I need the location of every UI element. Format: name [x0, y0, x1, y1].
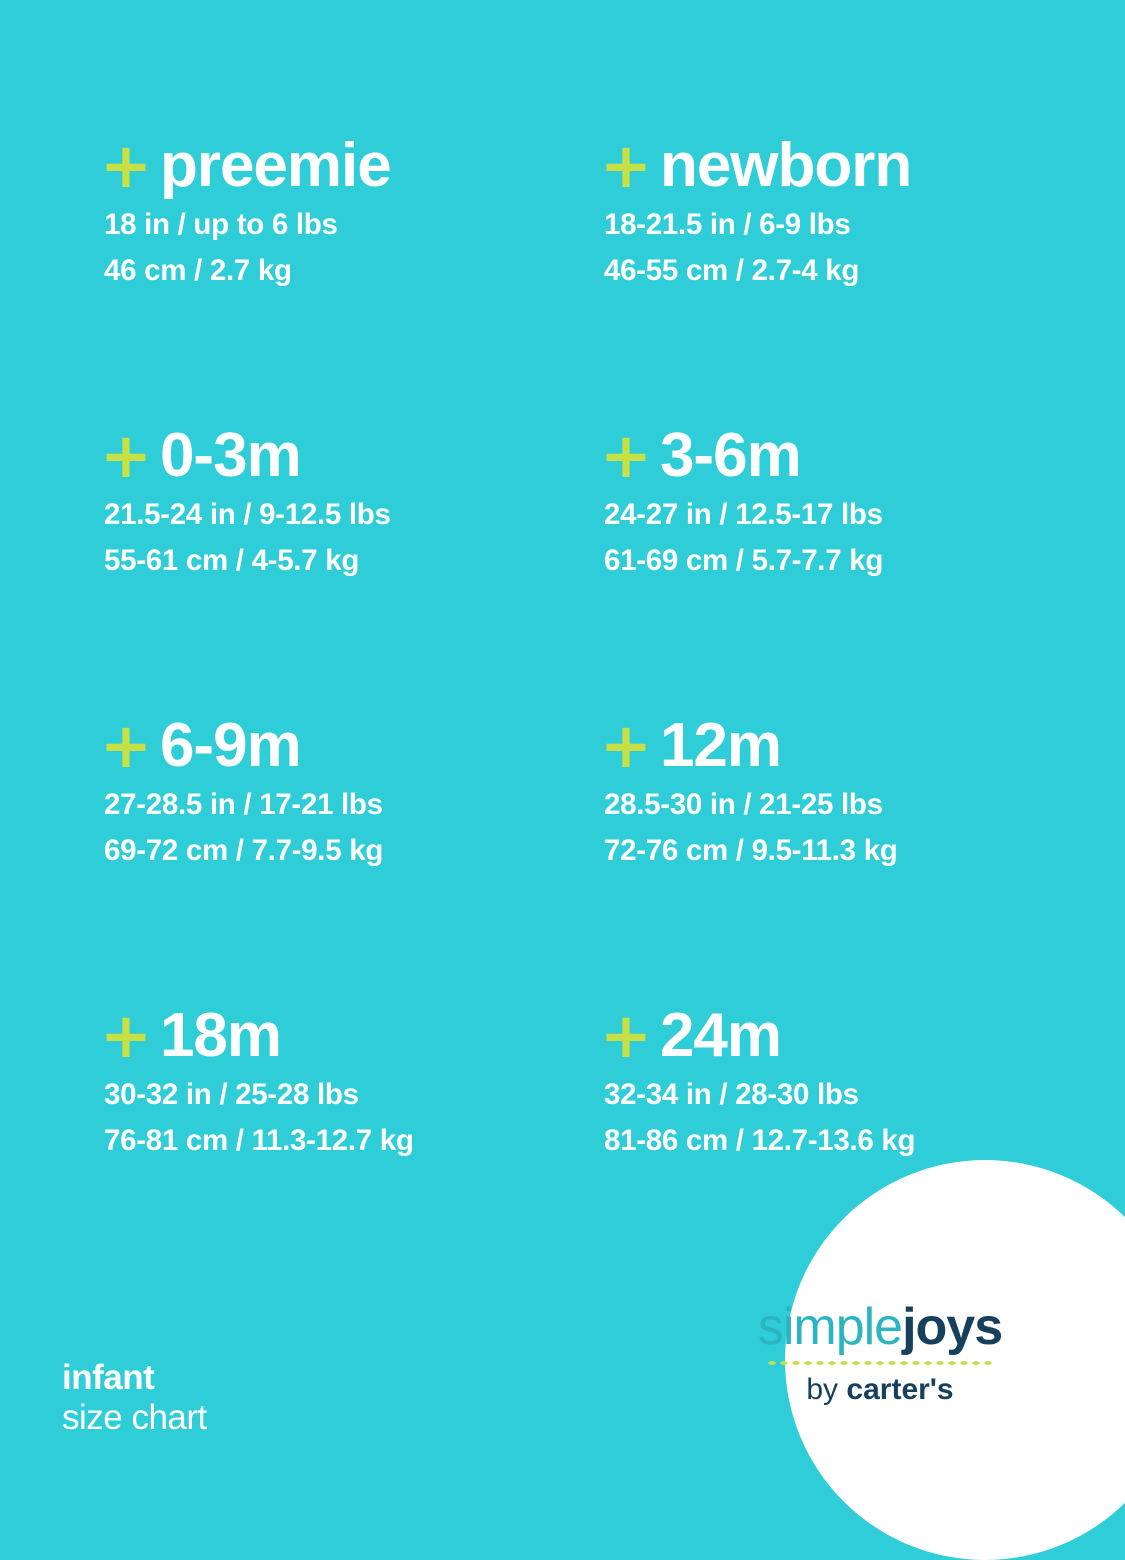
size-imperial: 18 in / up to 6 lbs: [104, 208, 338, 241]
size-label: 18m: [159, 1001, 282, 1070]
size-metric: 55-61 cm / 4-5.7 kg: [104, 543, 360, 577]
size-cell-3-6m: [545, 420, 1090, 710]
size-cell-preemie: [0, 130, 545, 420]
size-imperial: 21.5-24 in / 9-12.5 lbs: [104, 498, 391, 531]
dotted-rule: [766, 1360, 994, 1366]
plus-icon: +: [100, 129, 150, 202]
size-metric: 46-55 cm / 2.7-4 kg: [604, 253, 860, 287]
chart-title: [62, 1358, 207, 1439]
size-metric: 69-72 cm / 7.7-9.5 kg: [104, 833, 384, 867]
size-metric: 61-69 cm / 5.7-7.7 kg: [604, 543, 884, 577]
brand-logo-sub: [730, 1375, 1030, 1405]
plus-icon: +: [600, 709, 650, 782]
size-metric: 46 cm / 2.7 kg: [104, 253, 292, 287]
size-imperial: 27-28.5 in / 17-21 lbs: [104, 788, 383, 821]
size-metric: 72-76 cm / 9.5-11.3 kg: [604, 833, 898, 867]
size-cell-newborn: [545, 130, 1090, 420]
chart-title-secondary: size chart: [62, 1397, 207, 1437]
size-cell-12m: [545, 710, 1090, 1000]
size-imperial: 30-32 in / 25-28 lbs: [104, 1078, 359, 1111]
size-cell-0-3m: [0, 420, 545, 710]
size-imperial: 32-34 in / 28-30 lbs: [604, 1078, 859, 1111]
size-label: 12m: [659, 711, 782, 780]
size-heading: [600, 420, 1090, 492]
size-imperial: 18-21.5 in / 6-9 lbs: [604, 208, 851, 241]
size-imperial: 24-27 in / 12.5-17 lbs: [604, 498, 883, 531]
brand-logo-main: [730, 1298, 1030, 1356]
plus-icon: +: [600, 129, 650, 202]
size-heading: [100, 710, 545, 782]
size-heading: [100, 1000, 545, 1072]
chart-title-primary: infant: [62, 1357, 155, 1397]
size-heading: [100, 130, 545, 202]
plus-icon: +: [100, 999, 150, 1072]
size-metric: 76-81 cm / 11.3-12.7 kg: [104, 1123, 414, 1157]
size-label: preemie: [159, 131, 391, 200]
size-label: 3-6m: [659, 421, 801, 490]
plus-icon: +: [100, 419, 150, 492]
brand-word-joys: joys: [902, 1298, 1003, 1356]
brand-name-carters: carter's: [846, 1373, 954, 1406]
size-heading: [600, 1000, 1090, 1072]
size-label: 24m: [659, 1001, 782, 1070]
size-label: 0-3m: [159, 421, 301, 490]
plus-icon: +: [600, 419, 650, 492]
brand-logo: [730, 1298, 1030, 1406]
brand-by-label: by: [806, 1373, 847, 1406]
size-heading: [600, 130, 1090, 202]
size-cell-6-9m: [0, 710, 545, 1000]
size-grid: [0, 130, 1125, 1290]
size-label: newborn: [659, 131, 912, 200]
size-heading: [100, 420, 545, 492]
brand-word-simple: simple: [757, 1298, 903, 1356]
plus-icon: +: [600, 999, 650, 1072]
size-cell-18m: [0, 1000, 545, 1290]
size-imperial: 28.5-30 in / 21-25 lbs: [604, 788, 883, 821]
plus-icon: +: [100, 709, 150, 782]
size-label: 6-9m: [159, 711, 301, 780]
size-metric: 81-86 cm / 12.7-13.6 kg: [604, 1123, 916, 1157]
size-heading: [600, 710, 1090, 782]
